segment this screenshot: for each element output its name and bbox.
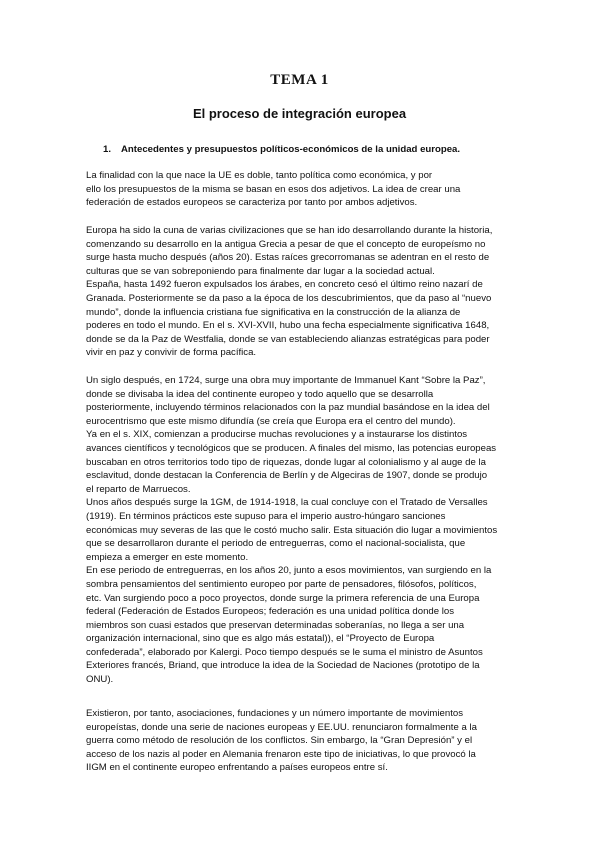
paragraph-line: federal (Federación de Estados Europeos; federación es una unidad política donde los [86, 606, 455, 618]
paragraph-line: acceso de los nazis al poder en Alemania frenaron este tipo de iniciativas, lo que provocó la [86, 748, 476, 760]
paragraph-line: vivir en paz y convivir de forma pacífica. [86, 347, 257, 359]
paragraph-line: Europa ha sido la cuna de varias civilizaciones que se han ido desarrollando durante la historia, [86, 225, 493, 236]
paragraph-line: miembros son cuasi estados que preservan determinadas soberanías, no llega a ser una [86, 619, 465, 631]
paragraph-1 [86, 169, 526, 210]
paragraph-line: donde se divisaba la idea del continente europeo y todo aquello que se desarrolla [86, 388, 434, 400]
document-subtitle: El proceso de integración europea [192, 106, 407, 121]
paragraph-line: el reparto de Marruecos. [86, 483, 191, 495]
paragraph-line: empieza a emerger en este momento. [86, 551, 249, 563]
paragraph-line: organización internacional, sino que es algo más estatal)), el “Proyecto de Europa [86, 633, 435, 645]
paragraph-line: avances científicos y tecnológicos que se producen. A finales del mismo, las potencias europeas [86, 442, 497, 454]
paragraph-line: ONU). [86, 674, 114, 686]
paragraph-line: mundo”, donde la influencia cristiana fue significativa en la construcción de la alianza de [86, 306, 461, 318]
paragraph-line: económicas muy severas de las que le costó mucho salir. Esta situación dio lugar a movimientos [86, 524, 498, 536]
paragraph-line: surge hasta mucho después (años 20). Estas raíces grecorromanas se adentran en el resto de [86, 252, 490, 264]
paragraph-line: Ya en el s. XIX, comienzan a producirse muchas revoluciones y a instaurarse los distintos [86, 429, 468, 441]
paragraph-line: Granada. Posteriormente se da paso a la época de los descubrimientos, que da paso al “nuevo [86, 292, 492, 304]
paragraph-4 [86, 707, 526, 775]
section-heading-text: Antecedentes y presupuestos políticos-económicos de la unidad europea. [121, 144, 461, 155]
paragraph-line: donde se da la Paz de Westfalia, donde se van estableciendo alianzas estratégicas para poder [86, 333, 490, 345]
document-title: TEMA 1 [270, 72, 329, 88]
paragraph-line: buscaban en otros territorios todo tipo de riquezas, donde lugar al colonialismo y al auge de la [86, 456, 486, 468]
paragraph-line: posteriormente, incluyendo términos relacionados con la paz mundial basándose en la idea del [86, 402, 490, 414]
paragraph-line: eurocentrismo que este mismo difundía (se creía que Europa era el centro del mundo). [86, 415, 456, 427]
paragraph-line: La finalidad con la que nace la UE es doble, tanto política como económica, y por [86, 170, 433, 181]
section-number: 1. [103, 144, 112, 155]
paragraph-line: culturas que se van sobreponiendo para finalmente dar lugar a la sociedad actual. [86, 265, 435, 277]
paragraph-line: esclavitud, donde destacan la Conferencia de Berlín y de Algeciras de 1907, donde se produjo [86, 470, 488, 482]
paragraph-line: En ese periodo de entreguerras, en los años 20, junto a esos movimientos, van surgiendo en la [86, 565, 492, 577]
paragraph-line: Existieron, por tanto, asociaciones, fundaciones y un número importante de movimientos [86, 708, 464, 719]
paragraph-line: Un siglo después, en 1724, surge una obra muy importante de Immanuel Kant “Sobre la Paz”, [86, 375, 486, 386]
section-heading [103, 144, 543, 155]
paragraph-line: (1919). En términos prácticos este supuso para el imperio austro-húngaro sanciones [86, 510, 446, 522]
paragraph-line: comenzando su desarrollo en la antigua Grecia a pesar de que el concepto de europeísmo no [86, 238, 486, 250]
paragraph-2 [86, 224, 526, 360]
paragraph-line: poderes en todo el mundo. En el s. XVI-XVII, hubo una fecha especialmente significativa 1648, [86, 320, 490, 332]
paragraph-3 [86, 374, 526, 687]
paragraph-line: que se desarrollaron durante el periodo de entreguerras, como el nacional-socialista, que [86, 538, 466, 550]
paragraph-line: europeístas, donde una serie de naciones europeas y EE.UU. renunciaron formalmente a la [86, 721, 477, 733]
paragraph-line: España, hasta 1492 fueron expulsados los árabes, en concreto cesó el último reino nazarí de [86, 279, 483, 291]
paragraph-line: Unos años después surge la 1GM, de 1914-1918, la cual concluye con el Tratado de Versalles [86, 497, 488, 509]
paragraph-line: IIGM en el continente europeo enfrentando a países europeos entre sí. [86, 762, 388, 774]
paragraph-line: confederada”, elaborado por Kalergi. Poco tiempo después se le suma el ministro de Asuntos [86, 646, 483, 658]
paragraph-line: Exteriores francés, Briand, que introduce la idea de la Sociedad de Naciones (prototipo de la [86, 660, 480, 672]
paragraph-line: guerra como método de resolución de los conflictos. Sin embargo, la “Gran Depresión” y el [86, 735, 473, 747]
paragraph-line: sombra pensamientos del sentimiento europeo por parte de pensadores, filósofos, políticos, [86, 578, 477, 590]
paragraph-line: federación de estados europeos se caracteriza por tanto por ambos adjetivos. [86, 197, 418, 209]
paragraph-line: ello los presupuestos de la misma se basan en esos dos adjetivos. La idea de crear una [86, 183, 461, 195]
paragraph-line: etc. Van surgiendo poco a poco proyectos, donde surge la primera referencia de una Europa [86, 592, 480, 604]
